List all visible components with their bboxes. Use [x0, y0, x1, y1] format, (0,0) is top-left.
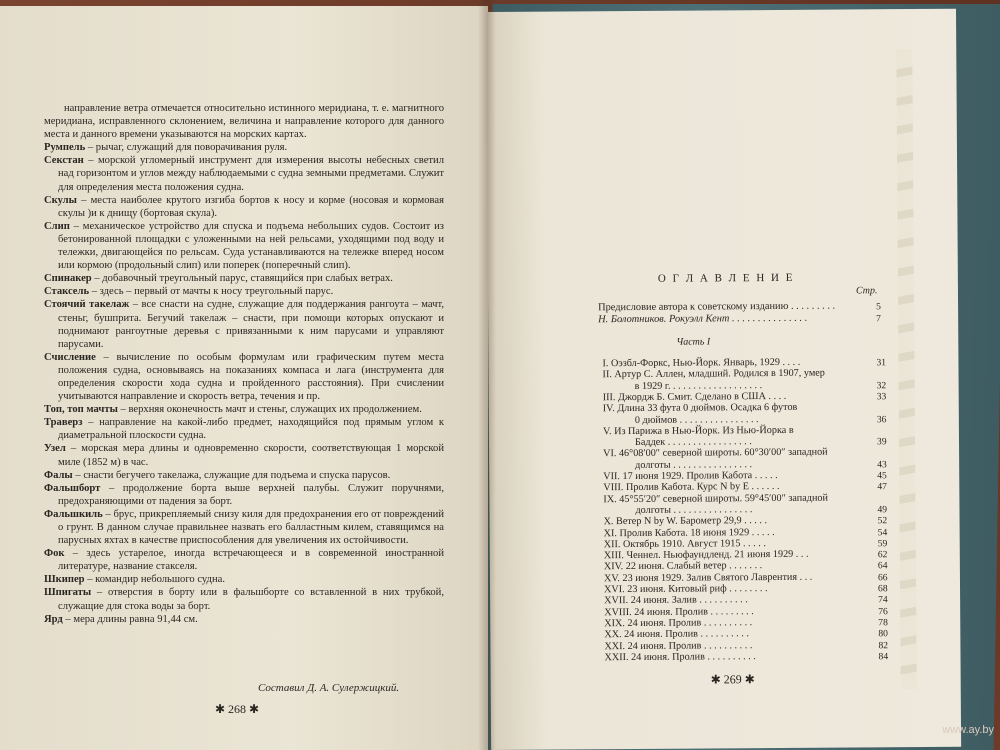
glossary-term: Фок — [44, 548, 65, 560]
glossary-entry — [44, 403, 444, 416]
toc-chapter-line: XV. 23 июня 1929. Залив Святого Лаврентия . . . — [603, 571, 813, 584]
glossary-entry — [44, 573, 444, 586]
glossary-definition: – снасти бегучего такелажа, служащие для подъема и спуска парусов. — [72, 469, 391, 481]
glossary-term: Ярд — [44, 613, 63, 625]
toc-chapter-line: XVII. 24 июня. Залив . . . . . . . . . . — [604, 594, 748, 607]
glossary-term: Траверз — [44, 417, 83, 429]
glossary-definition: – направление на какой-либо предмет, находящийся под прямым углом к диаметральной плоскости судна. — [58, 417, 444, 442]
toc-chapter-line: I. Оэзбл-Форкс, Нью-Йорк. Январь, 1929 . . . . — [602, 356, 801, 370]
toc-front-page: 5 — [876, 301, 881, 313]
glossary-definition: направление ветра отмечается относительно истинного меридиана, т. е. магнитного меридиана, исправленного склонением, величина и направление которого для данного места и данного времени указываются на морских картах. — [44, 103, 444, 141]
glossary-term: Стаксель — [44, 286, 90, 298]
glossary-definition: – отверстия в борту или в фальшборте со вставленной в них трубкой, служащие для стока воды за борт. — [58, 587, 444, 612]
toc-chapter-page: 36 — [876, 413, 887, 425]
glossary-entry — [44, 469, 444, 482]
glossary-definition: – командир небольшого судна. — [84, 574, 225, 586]
glossary-entry — [44, 102, 444, 141]
toc-chapter-line: долготы . . . . . . . . . . . . . . . . — [635, 458, 753, 471]
toc-chapter-page: 64 — [877, 560, 888, 572]
toc-chapter-line: XIX. 24 июня. Пролив . . . . . . . . . . — [604, 617, 753, 630]
toc-chapter-line: 0 дюймов . . . . . . . . . . . . . . . . — [634, 413, 759, 426]
page-edge-stripes — [896, 49, 916, 689]
toc-chapter-line: XXII. 24 июня. Пролив . . . . . . . . . . — [604, 650, 756, 663]
toc-chapter-line: VI. 46°08′00″ северной широты. 60°30′00″ западной — [603, 447, 828, 460]
glossary-definition: – рычаг, служащий для поворачивания руля. — [85, 142, 288, 154]
glossary-entry — [44, 586, 444, 612]
watermark: www.ay.by — [942, 724, 994, 736]
toc-chapter-line: XVIII. 24 июня. Пролив . . . . . . . . . — [604, 605, 754, 618]
glossary-entry — [44, 298, 444, 350]
glossary-entry — [44, 482, 444, 508]
toc-chapter-line: XI. Пролив Кабота. 18 июня 1929 . . . . . — [603, 526, 775, 539]
toc-chapter-page: 52 — [877, 515, 888, 527]
toc-front-page: 7 — [876, 313, 881, 325]
toc-chapter-line: XVI. 23 июня. Китовый риф . . . . . . . . — [603, 583, 768, 596]
glossary-entry — [44, 613, 444, 626]
glossary-entry — [44, 351, 444, 403]
glossary-entry — [44, 547, 444, 573]
toc-chapter-line: VII. 17 июня 1929. Пролив Кабота . . . . . — [603, 469, 778, 483]
toc-part-label: Часть I — [676, 336, 711, 348]
toc-front-item: Предисловие автора к советскому изданию . . . . . . . . . — [598, 300, 836, 314]
glossary-definition: – мера длины равна 91,44 см. — [62, 613, 198, 625]
toc-page-column-label: Стр. — [855, 285, 878, 297]
toc-chapter-line: в 1929 г. . . . . . . . . . . . . . . . . . . — [634, 379, 763, 392]
glossary-definition: – здесь – первый от мачты к носу треугольный парус. — [89, 286, 334, 298]
glossary-entry — [44, 285, 444, 298]
glossary-term: Слип — [44, 220, 70, 232]
glossary-definition: – механическое устройство для спуска и подъема небольших судов. Состоит из бетонированной площадки с уложенными на ней рельсами, уходящими под воду и тележки, двигающейся по рельсам. Суда устанавливаются на тележке вперед носом или кормою (продольный слип) или поперек (поперечный слип). — [58, 220, 444, 272]
glossary-term: Стоячий такелаж — [44, 299, 130, 311]
glossary-term: Секстан — [44, 155, 84, 167]
toc-chapter-page: 66 — [877, 571, 888, 583]
toc-chapter-page: 43 — [877, 458, 887, 470]
toc-chapter-line: IV. Длина 33 фута 0 дюймов. Осадка 6 футов — [602, 402, 798, 415]
glossary-definition: – верхняя оконечность мачт и стеньг, служащих их продолжением. — [117, 404, 422, 416]
glossary-term: Скулы — [44, 194, 77, 206]
toc-chapter-page: 62 — [877, 549, 888, 561]
page-number-right: ✱ 269 ✱ — [710, 672, 755, 687]
toc-chapter-page: 49 — [877, 504, 888, 516]
right-page — [486, 9, 961, 750]
glossary-text — [44, 102, 444, 626]
glossary-term: Топ, топ мачты — [44, 404, 118, 416]
glossary-term: Спинакер — [44, 273, 92, 285]
toc-chapter-page: 59 — [877, 538, 888, 550]
left-page — [0, 6, 488, 750]
page-number-left: ✱ 268 ✱ — [215, 702, 260, 716]
toc-chapter-line: IX. 45°55′20″ северной широты. 59°45′00″ западной — [603, 492, 828, 505]
glossary-term: Шкипер — [44, 574, 85, 586]
glossary-definition: – все снасти на судне, служащие для поддержания рангоута – мачт, стеньг, бушприта. Бегучий такелаж – снасти, при помощи которых опускают и поднимают рангоутные деревья с привязанными к ним парусами и управляют парусами. — [58, 299, 444, 350]
toc-chapter-page: 74 — [878, 594, 888, 606]
glossary-entry — [44, 194, 444, 220]
toc-chapter-page: 84 — [878, 651, 889, 663]
toc-chapter-line: III. Джордж Б. Смит. Сделано в США . . . . — [602, 390, 787, 404]
toc-chapter-line: VIII. Пролив Кабота. Курс N by E . . . . . . — [603, 481, 780, 494]
toc-chapter-page: 78 — [878, 617, 888, 629]
glossary-term: Фальшборт — [44, 482, 101, 494]
toc-chapter-line: долготы . . . . . . . . . . . . . . . . — [635, 504, 753, 516]
toc-chapter-page: 45 — [877, 470, 887, 482]
toc-chapter-line: XII. Октябрь 1910. Август 1915 . . . . . — [603, 537, 766, 550]
glossary-entry — [44, 220, 444, 272]
glossary-definition: – продолжение борта выше верхней палубы. Служит поручнями, предохраняющими от падения за борт. — [58, 482, 444, 507]
toc-chapter-page: 76 — [878, 605, 888, 617]
glossary-entry — [44, 272, 444, 285]
book-gutter-shadow — [478, 0, 496, 750]
toc-chapter-page: 47 — [877, 481, 887, 493]
glossary-definition: – брус, прикрепляемый снизу киля для предохранения его от повреждений о грунт. В данном случае правильнее назвать его балластным килем, ставящимся на парусных яхтах в качестве приспособления для увеличения их остойчивости. — [58, 508, 444, 547]
glossary-term: Фалы — [44, 469, 73, 481]
glossary-entry — [44, 154, 444, 193]
glossary-entry — [44, 508, 444, 547]
toc-chapter-page: 82 — [878, 639, 889, 651]
toc-chapter-line: II. Артур С. Аллен, младший. Родился в 1907, умер — [602, 367, 825, 381]
toc-chapter-page: 31 — [876, 357, 887, 369]
glossary-definition: – места наиболее крутого изгиба бортов к носу и корме (носовая и кормовая скулы )и к днищу (бортовая скула). — [58, 194, 444, 219]
toc-chapter-page: 54 — [877, 526, 888, 538]
glossary-definition: – здесь устарелое, иногда встречающееся и в современной иностранной литературе, название стакселя. — [58, 548, 444, 573]
glossary-term: Узел — [44, 443, 66, 455]
toc-chapter-line: XIV. 22 июня. Слабый ветер . . . . . . . — [603, 560, 763, 573]
glossary-entry — [44, 416, 444, 442]
toc-chapter-line: XXI. 24 июня. Пролив . . . . . . . . . . — [604, 639, 753, 652]
glossary-term: Румпель — [44, 142, 86, 154]
glossary-entry — [44, 141, 444, 154]
toc-chapter-page: 68 — [877, 583, 888, 595]
toc-title: О Г Л А В Л Е Н И Е — [657, 271, 795, 285]
glossary-term: Шпигаты — [44, 587, 92, 599]
toc-chapter-page: 39 — [876, 436, 887, 448]
glossary-definition: – добавочный треугольный парус, ставящийся при слабых ветрах. — [91, 273, 393, 285]
glossary-definition: – морская мера длины и одновременно скорости, соответствующая 1 морской миле (1852 м) в час. — [58, 443, 444, 468]
glossary-entry — [44, 442, 444, 468]
glossary-term: Счисление — [44, 351, 96, 363]
compiler-signature: Составил Д. А. Сулержицкий. — [258, 682, 400, 694]
toc-chapter-page: 33 — [876, 391, 887, 403]
toc-front-item: Н. Болотников. Рокуэлл Кент . . . . . . . . . . . . . . . — [598, 312, 808, 326]
glossary-definition: – вычисление по особым формулам или графическим путем места положения судна, основываясь на показаниях компаса и лага (инструмента для определения скорости хода судна и пройденного расстояния). При счислении учитываются направление и скорость ветра, течения и пр. — [58, 351, 444, 403]
toc-chapter-line: Баддек . . . . . . . . . . . . . . . . . — [634, 436, 752, 449]
glossary-term: Фальшкиль — [44, 508, 103, 520]
glossary-definition: – морской угломерный инструмент для измерения высоты небесных светил над горизонтом и углов между наблюдаемыми с судна земными предметами. Служит для определения места положения судна. — [58, 155, 444, 193]
toc-chapter-page: 80 — [878, 628, 888, 640]
toc-chapter-page: 32 — [876, 379, 887, 391]
toc-chapter-line: V. Из Парижа в Нью-Йорк. Из Нью-Йорка в — [602, 424, 794, 437]
toc-chapter-line: XIII. Ченнел. Ньюфаундленд. 21 июня 1929 . . . — [603, 548, 809, 562]
toc-chapter-line: XX. 24 июня. Пролив . . . . . . . . . . — [604, 628, 749, 641]
toc-chapter-line: X. Ветер N by W. Барометр 29,9 . . . . . — [603, 515, 768, 528]
